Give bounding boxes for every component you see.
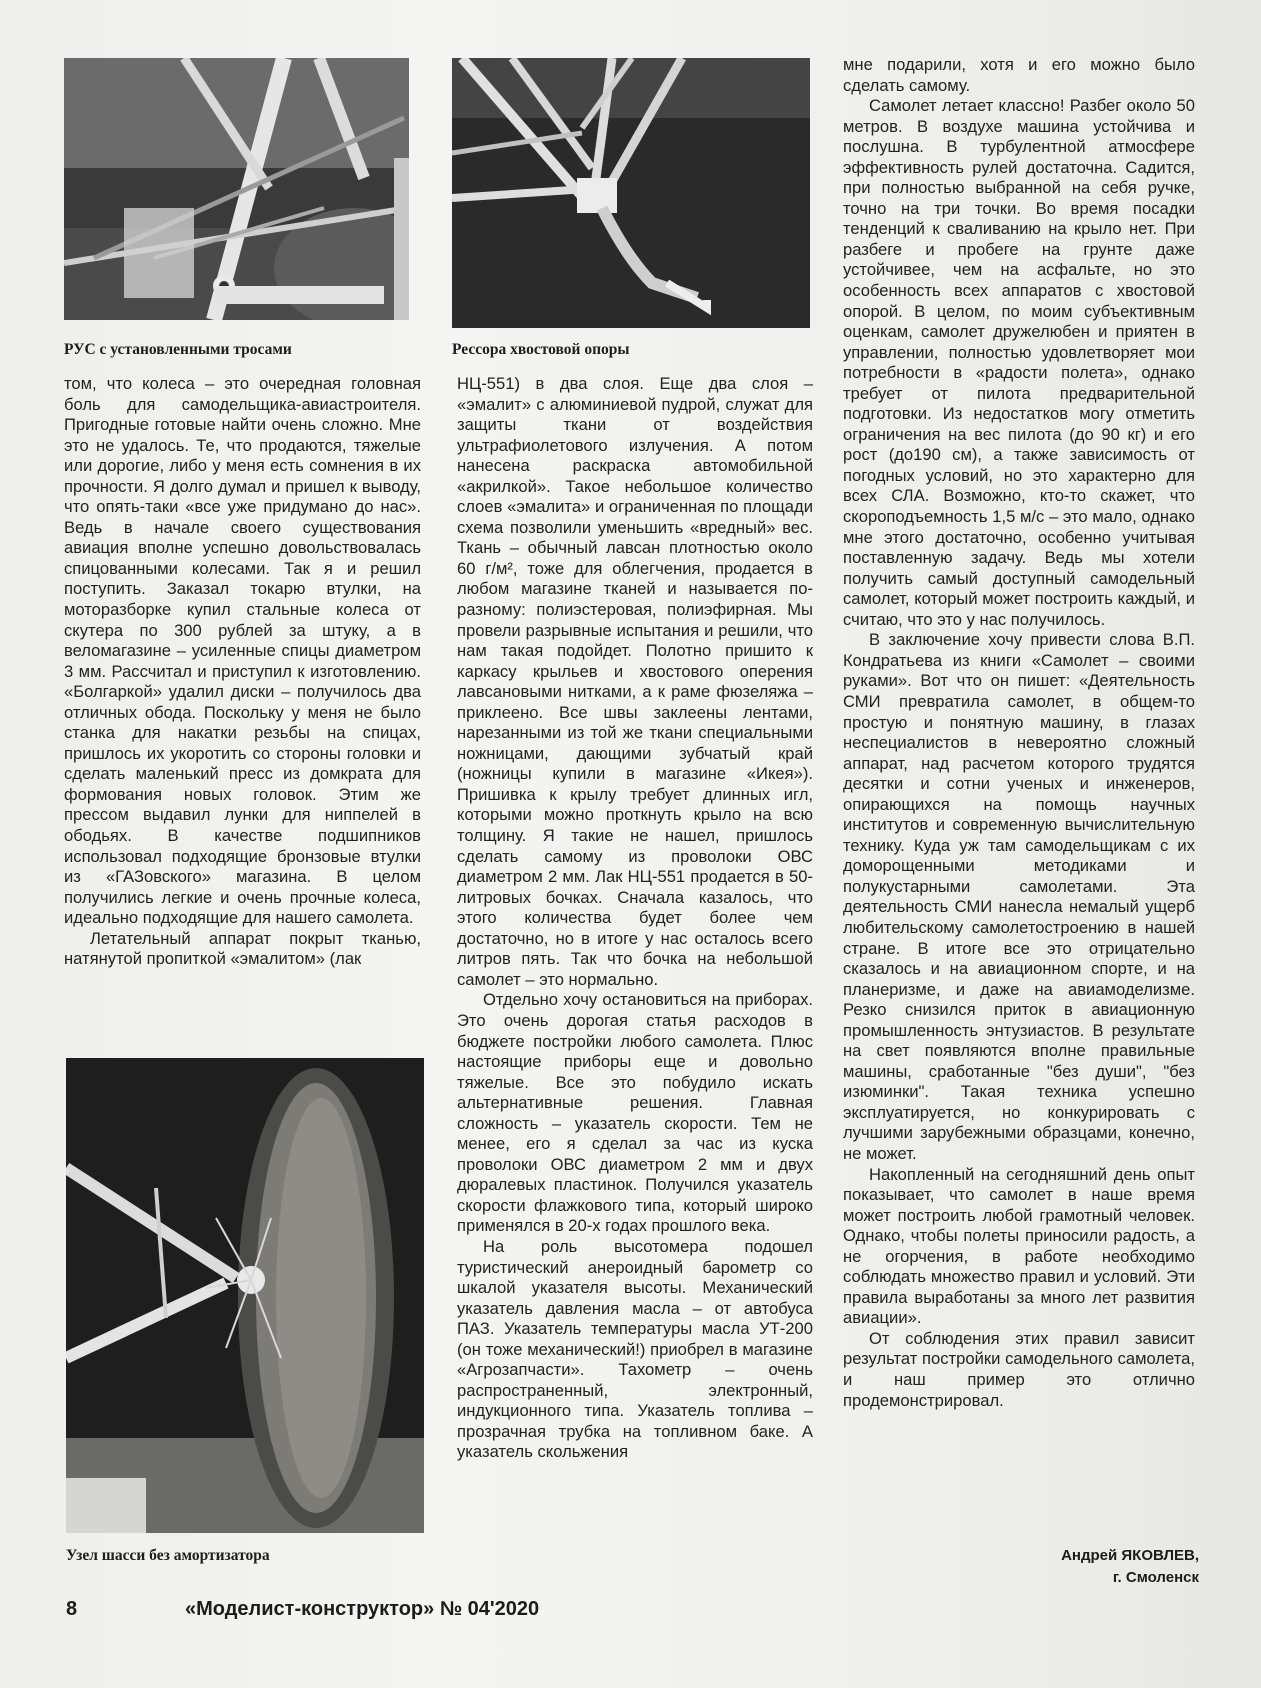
paragraph: На роль высотомера подошел туристический анероидный барометр со шкалой указателя высоты. Механический указатель давления масла – от автобуса ПАЗ. Указатель температуры масла УТ-200 (он тоже механический!) приобрел в магазине «Агрозапчасти». Тахометр – очень распространенный, электронный, индукционного типа. Указатель топлива – прозрачная трубка на топливном баке. А указатель скольжения — [457, 1236, 813, 1462]
article-column-2 — [457, 374, 813, 1463]
paragraph: В заключение хочу привести слова В.П. Кондратьева из книги «Самолет – своими руками». Вот что он пишет: «Деятельность СМИ превратила самолет, в общем-то простую и понятную машину, в глазах неспециалистов в невероятно сложный аппарат, над расчетом которого трудятся десятки и сотни ученых и инженеров, опирающихся на помощь научных институтов и современную вычислительную технику. Куда уж там самодельщикам с их доморощенными методиками и полукустарными самолетами. Эта деятельность СМИ нанесла немалый ущерб любительскому самолетостроению в нашей стране. В итоге все это отрицательно сказалось и на авиационном спорте, и на планеризме, и даже на авиамоделизме. Резко снизился приток в авиационную промышленность энтузиастов. В результате на свет появляются вполне правильные машины, сработанные "без души", "без изюминки". Такая техника успешно эксплуатируется, но конкурировать с лучшими зарубежными образцами, конечно, не может. — [843, 630, 1195, 1163]
paragraph: Самолет летает классно! Разбег около 50 метров. В воздухе машина устойчива и послушна. В турбулентной атмосфере эффективность рулей достаточна. Садится, при полностью выбранной на себя ручке, точно на три точки. Во время посадки тенденций к сваливанию на крыло нет. При разбеге и пробеге на грунте даже устойчивее, чем на асфальте, но это особенность всех аппаратов с хвостовой опорой. В целом, по моим субъективным оценкам, самолет дружелюбен и приятен в управлении, полностью удовлетворяет мои потребности в «радости полета», однако требует от пилота предварительной подготовки. Из недостатков могу отметить ограничения на вес пилота (до 90 кг) и его рост (до190 см), а также зависимость от погодных условий, но это характерно для всех СЛА. Возможно, кто-то скажет, что скороподъемность 1,5 м/с – это мало, однако мне этого достаточно, особенно учитывая поставленную задачу. Ведь мы хотели получить самый доступный самодельный самолет, который может построить каждый, и считаю, что это у нас получилось. — [843, 96, 1195, 629]
paragraph: От соблюдения этих правил зависит результат постройки самодельного самолета, и наш пример это отлично продемонстрировал. — [843, 1328, 1195, 1410]
caption-photo-1: РУС с установленными тросами — [64, 341, 292, 358]
caption-photo-2: Рессора хвостовой опоры — [452, 341, 630, 358]
photo-tail-spring — [452, 58, 810, 328]
paragraph: НЦ-551) в два слоя. Еще два слоя – «эмалит» с алюминиевой пудрой, служат для защиты ткани от воздействия ультрафиолетового излучения. А потом нанесена раскраска автомобильной «акрилкой». Такое небольшое количество слоев «эмалита» и ограниченная по площади схема позволили уменьшить «вредный» вес. Ткань – обычный лавсан плотностью около 60 г/м², тоже для облегчения, продается в любом магазине тканей и называется по-разному: полиэстеровая, полиэфирная. Мы провели разрывные испытания и решили, что нам такая подойдет. Полотно пришито к каркасу крыльев и хвостового оперения лавсановыми нитками, а к раме фюзеляжа – приклеено. Все швы заклеены лентами, нарезанными из той же ткани специальными ножницами, дающими зубчатый край (ножницы купили в магазине «Икея»). Пришивка к крылу требует длинных игл, которыми можно проткнуть крыло на всю толщину. Я такие не нашел, пришлось сделать самому из проволоки ОВС диаметром 2 мм. Лак НЦ-551 продается в 50-литровых бочках. Сначала казалось, что этого количества будет более чем достаточно, но в итоге у нас осталось всего литров пять. Так что бочка на небольшой самолет – это нормально. — [457, 374, 813, 989]
author-name: Андрей ЯКОВЛЕВ, — [1061, 1547, 1199, 1564]
magazine-issue: «Моделист-конструктор» № 04'2020 — [185, 1598, 540, 1620]
paragraph: том, что колеса – это очередная головная боль для самодельщика-авиастроителя. Пригодные готовые найти очень сложно. Мне это не удалось. Те, что продаются, тяжелые или дорогие, либо у меня есть сомнения в их прочности. Я долго думал и пришел к выводу, что опять-таки «все уже придумано до нас». Ведь в начале своего существования авиация вполне успешно довольствовалась спицованными колесами. Так я и решил поступить. Заказал токарю втулки, на моторазборке купил стальные колеса от скутера по 300 рублей за штуку, а в веломагазине – усиленные спицы диаметром 3 мм. Рассчитал и приступил к изготовлению. «Болгаркой» удалил диски – получилось два отличных обода. Поскольку у меня не было станка для накатки резьбы на спицах, пришлось их укоротить со стороны головки и сделать маленький пресс из домкрата для формования новых головок. Этим же прессом выдавил лунки для ниппелей в ободьях. В качестве подшипников использовал подходящие бронзовые втулки из «ГАЗовского» магазина. В целом получились легкие и очень прочные колеса, идеально подходящие для нашего самолета. — [64, 374, 421, 928]
author-signature — [1061, 1545, 1199, 1589]
caption-photo-3: Узел шасси без амортизатора — [66, 1547, 270, 1564]
paragraph: Накопленный на сегодняшний день опыт показывает, что самолет в наше время может построить любой грамотный человек. Однако, чтобы полеты приносили радость, а не огорчения, в работе необходимо соблюдать множество правил и условий. Эти правила выработаны за много лет развития авиации». — [843, 1164, 1195, 1328]
article-column-1 — [64, 374, 421, 970]
author-city: г. Смоленск — [1112, 1569, 1199, 1586]
article-column-3 — [843, 55, 1195, 1411]
page-number: 8 — [66, 1598, 78, 1620]
paragraph: мне подарили, хотя и его можно было сделать самому. — [843, 55, 1195, 95]
photo-landing-gear — [66, 1058, 424, 1533]
photo-control-stick — [64, 58, 409, 320]
paragraph: Отдельно хочу остановиться на приборах. Это очень дорогая статья расходов в бюджете постройки любого самолета. Плюс настоящие приборы еще и довольно тяжелые. Все это побудило искать альтернативные решения. Главная сложность – указатель скорости. Тем не менее, его я сделал за час из куска проволоки ОВС диаметром 2 мм и двух дюралевых пластинок. Получился указатель скорости флажкового типа, который широко применялся в 20-х годах прошлого века. — [457, 990, 813, 1236]
paragraph: Летательный аппарат покрыт тканью, натянутой пропиткой «эмалитом» (лак — [64, 928, 421, 969]
